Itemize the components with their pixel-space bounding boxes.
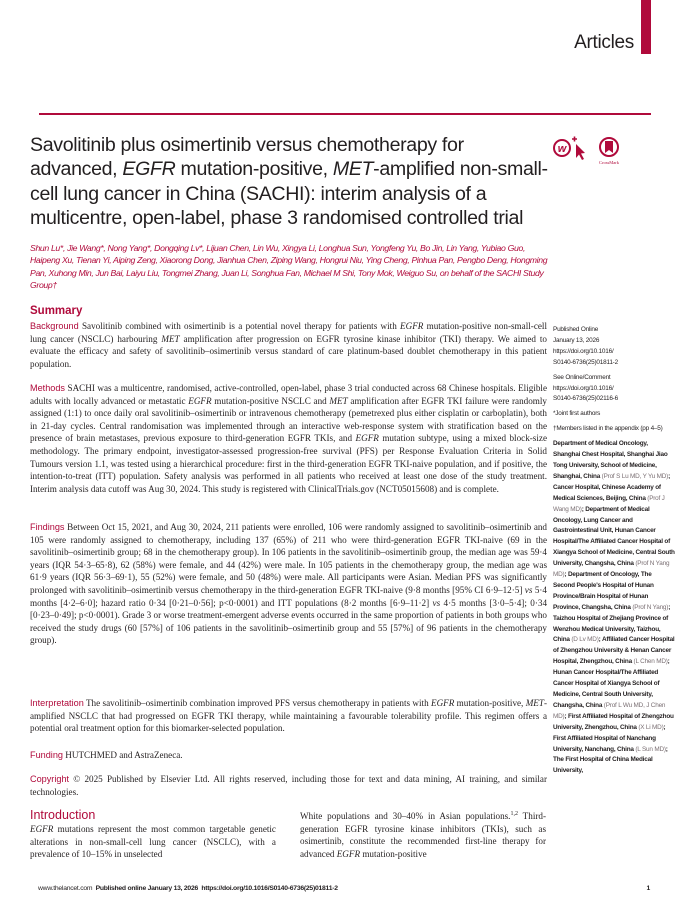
introduction-right-column	[300, 810, 546, 860]
see-comment-label: See Online/Comment	[553, 373, 611, 381]
see-comment-block	[553, 373, 675, 406]
gene-egfr: EGFR	[336, 848, 361, 859]
members-note: †Members listed in the appendix (pp 4–5)	[553, 425, 663, 433]
affiliation-item: The First Hospital of China Medical University,	[553, 756, 653, 775]
footer-doi[interactable]: https://doi.org/10.1016/S0140-6736(25)01811-2	[201, 885, 338, 892]
header-rule	[39, 113, 651, 115]
methods-text: mutation subtype, using a mixed block-size methodology. The primary endpoint, investigator-assessed progression-free survival (PFS) per Response Evaluation Criteria in Solid Tumours version 1.1, was tested using a hierarchical procedure: first in the third-generation EGFR TKI-naive population, and if positive, the intention-to-treat (ITT) population. Safety analysis was performed in all patients who received at least one dose of the study treatment. Interim analysis data cutoff was Aug 30, 2024. This study is registered with ClinicalTrials.gov (NCT05015608) and is complete.	[30, 433, 547, 494]
affiliation-authors: (Prof L Wu MD, J Chen MD)	[553, 701, 666, 720]
affiliation-item: Cancer Hospital, Chinese Academy of Medical Sciences, Beijing, China	[553, 483, 661, 502]
affiliation-item: Department of Medical Oncology, Lung Cancer and Gastrointestinal Unit, Hunan Cancer Hospital/The Affiliated Cancer Hospital of Xiangya School of Medicine, Central South University, Changsha, China	[553, 505, 675, 568]
crossmark-label: CrossMark	[599, 160, 619, 165]
gene-egfr: EGFR	[355, 433, 379, 444]
joint-first-authors-note: *Joint first authors	[553, 410, 601, 418]
crossmark-icon[interactable]	[594, 136, 624, 171]
introduction-heading: Introduction	[30, 808, 96, 822]
introduction-text: Third-generation EGFR tyrosine kinase inhibitors (TKIs), such as osimertinib, constitute the recommended first-line therapy for advanced	[300, 811, 546, 859]
affiliation-authors: (Prof J Wang MD)	[553, 494, 665, 513]
introduction-text: White populations and 30–40% in Asian populations.	[300, 811, 511, 821]
page-footer	[38, 885, 650, 892]
affiliation-authors: (X Li MD)	[636, 723, 664, 731]
doi-link[interactable]: https://doi.org/10.1016/	[553, 347, 614, 355]
comment-doi-link[interactable]: https://doi.org/10.1016/	[553, 384, 614, 392]
gene-egfr: EGFR	[431, 698, 455, 708]
journal-section-tab	[641, 0, 651, 54]
gene-egfr: EGFR	[188, 395, 212, 406]
gene-egfr: EGFR	[30, 824, 54, 834]
citation-ref[interactable]: 1,2	[510, 810, 518, 817]
doi-link[interactable]: S0140-6736(25)01811-2	[553, 358, 618, 366]
methods-text: amplification after EGFR TKI failure were randomly assigned (1:1) to once daily oral savolitinib–osimertinib or intravenous chemotherapy (pemetrexed plus either cisplatin or carboplatin), both in 21-day cycles. Central randomisation was implemented through an interactive web-response system with stratification based on the presence of brain metastases, previous exposure to third-generation EGFR TKIs, and	[30, 395, 547, 444]
introduction-text: mutations represent the most common targetable genetic alterations in non-small-cell lung cancer (NSCLC), with a prevalence of 10–15% in unselected	[30, 824, 276, 860]
findings-label: Findings	[30, 522, 65, 532]
affiliation-item: Department of Oncology, The Second People's Hospital of Hunan Province/Brain Hospital of Hunan Province, Changsha, China	[553, 571, 654, 611]
copyright-label: Copyright	[30, 774, 70, 784]
affiliation-item: First Affiliated Hospital of Zhengzhou University, Zhengzhou, China	[553, 712, 674, 731]
margin-notes	[553, 325, 675, 777]
findings-text: Between Oct 15, 2021, and Aug 30, 2024, 211 patients were enrolled, 106 were randomly assigned to savolitinib–osimertinib and 105 were randomly assigned to chemotherapy, including 137 (65%) of 211 who were third-generation EGFR TKI-naive (69 in the savolitinib–osimertinib group; 68 in the chemotherapy group). In 106 patients in the savolitinib–osimertinib group, the median age was 59·4 years (IQR 54·3–65·8), 62 (58%) were female, and 44 (42%) were male. In 105 patients in the chemotherapy group, the median age was 61·9 years (IQR 56·3–69·1), 55 (52%) were female, and 50 (48%) were male. All participants were Asian. Median PFS was significantly prolonged with savolitinib–osimertinib versus chemotherapy in the third-generation EGFR TKI-naive (9·8 months [95% CI 6·9–12·5]	[30, 522, 547, 595]
background-label: Background	[30, 321, 79, 331]
affiliation-item: Hunan Cancer Hospital/The Affiliated Cancer Hospital of Xiangya School of Medicine, Central South University, Changsha, China	[553, 669, 660, 709]
funding-label: Funding	[30, 750, 63, 760]
affiliation-authors: (L Chen MD)	[631, 658, 668, 666]
interpretation-text: -amplified NSCLC that had progressed on EGFR TKI therapy, while maintaining a favourable tolerability profile. This regimen offers a potential oral treatment option for this biomarker-selected population.	[30, 698, 547, 734]
altmetric-web-plus-icon[interactable]	[552, 136, 590, 167]
abstract-interpretation	[30, 697, 547, 735]
affiliation-authors: (Prof N Yang)	[630, 603, 669, 611]
title-text: -amplified non-small-cell lung cancer in China (SACHI): interim analysis of a multicentre, open-label, phase 3 randomised controlled trial	[30, 158, 548, 229]
abstract-copyright	[30, 773, 547, 798]
background-text: mutation-positive non-small-cell lung cancer (NSCLC) harbouring	[30, 321, 547, 344]
gene-egfr: EGFR	[400, 321, 424, 331]
findings-text: 5·4 months [4·2–6·0]; hazard ratio 0·34 [0·21–0·56]; p<0·0001) and ITT populations (8·2 months [6·9–11·2]	[30, 584, 547, 608]
article-title	[30, 133, 550, 230]
title-gene-met: MET	[332, 158, 374, 181]
footer-site[interactable]: www.thelancet.com	[38, 885, 93, 892]
methods-text: SACHI was a multicentre, randomised, active-controlled, open-label, phase 3 trial conducted across 68 Chinese hospitals. Eligible adults with locally advanced or metastatic	[30, 383, 547, 406]
background-text: amplification after progression on EGFR tyrosine kinase inhibitor (TKI) therapy. We aimed to evaluate the efficacy and safety of savolitinib–osimertinib versus standard of care platinum-based doublet chemotherapy in this patient population.	[30, 333, 547, 369]
funding-text: HUTCHMED and AstraZeneca.	[62, 750, 183, 760]
author-list: Shun Lu*, Jie Wang*, Nong Yang*, Dongqing Lv*, Lijuan Chen, Lin Wu, Xingya Li, Longhua Sun, Yongfeng Yu, Bo Jin, Lin Yang, Yubiao Guo, Haipeng Xu, Tienan Yi, Aiping Zeng, Xiaorong Dong, Jianhua Chen, Ziping Wang, Hongrui Niu, Ying Cheng, Pinhua Pan, Pengbo Deng, Hongming Pan, Xuhong Min, Jun Bai, Laiyu Liu, Tongmei Zhang, Juan Li, Songhua Fan, Michael M Shi, Tony Mok, Weiguo Su, on behalf of the SACHI Study Group†	[30, 243, 548, 290]
interpretation-text: The savolitinib–osimertinib combination improved PFS versus chemotherapy in patients with	[83, 698, 431, 708]
affiliations: Department of Medical Oncology, Shanghai Chest Hospital, Shanghai Jiao Tong University, School of Medicine, Shanghai, China (Prof S Lu MD, Y Yu MD); Cancer Hospital, Chinese Academy of Medical Sciences, Beijing, China (Prof J Wang MD); Department of Medical Oncology, Lung Cancer and Gastrointestinal Unit, Hunan Cancer Hospital/The Affiliated Cancer Hospital of Xiangya School of Medicine, Central South University, Changsha, China (Prof N Yang MD); Department of Oncology, The Second People's Hospital of Hunan Province/Brain Hospital of Hunan Province, Changsha, China (Prof N Yang); Taizhou Hospital of Zhejiang Province of Wenzhou Medical University, Taizhou, China (D Lv MD); Affiliated Cancer Hospital of Zhengzhou University & Henan Cancer Hospital, Zhengzhou, China (L Chen MD); Hunan Cancer Hospital/The Affiliated Cancer Hospital of Xiangya School of Medicine, Central South University, Changsha, China (Prof L Wu MD, J Chen MD); First Affiliated Hospital of Zhengzhou University, Zhengzhou, China (X Li MD); First Affiliated Hospital of Nanchang University, Nanchang, China (L Sun MD); The First Hospital of China Medical University,	[553, 440, 675, 775]
versus-italic: vs	[524, 584, 533, 595]
gene-met: MET	[161, 333, 180, 344]
affiliation-item: First Affiliated Hospital of Nanchang University, Nanchang, China	[553, 734, 656, 753]
published-date: January 13, 2026	[553, 336, 600, 344]
methods-text: mutation-positive NSCLC and	[211, 395, 330, 406]
abstract-funding	[30, 749, 547, 762]
introduction-text: mutation-positive	[360, 848, 427, 859]
published-online-label: Published Online	[553, 326, 599, 333]
title-text: Savolitinib plus osimertinib versus chemotherapy for advanced,	[30, 134, 464, 181]
affiliation-item: Department of Medical Oncology, Shanghai Chest Hospital, Shanghai Jiao Tong University, School of Medicine, Shanghai, China	[553, 440, 668, 480]
background-text: Savolitinib combined with osimertinib is a potential novel therapy for patients with	[78, 321, 401, 331]
comment-doi-link[interactable]: S0140-6736(25)02116-6	[553, 395, 618, 403]
title-text: mutation-positive,	[175, 158, 333, 181]
affiliation-authors: (L Sun MD)	[633, 745, 666, 753]
affiliation-authors: (D Lv MD)	[569, 636, 599, 644]
gene-met: MET	[525, 698, 544, 708]
affiliation-authors: (Prof S Lu MD, Y Yu MD)	[600, 472, 669, 480]
summary-heading: Summary	[30, 305, 83, 317]
gene-met: MET	[329, 395, 348, 406]
footer-published: Published online January 13, 2026	[95, 885, 199, 892]
abstract-background	[30, 320, 547, 370]
affiliation-item: Affiliated Cancer Hospital of Zhengzhou University & Henan Cancer Hospital, Zhengzhou, China	[553, 636, 675, 666]
methods-label: Methods	[30, 383, 65, 393]
abstract-methods	[30, 382, 547, 495]
versus-italic: vs	[432, 597, 441, 608]
page-number: 1	[646, 885, 650, 892]
published-online-block	[553, 325, 675, 369]
findings-text: 4·5 months [3·0–5·4]; 0·34 [0·23–0·49]; p<0·0001). Grade 3 or worse treatment-emergent adverse events occurred in the same proportion of patients in both groups who received the study drugs (60 [57%] of 106 patients in the savolitinib–osimertinib group and 55 [57%] of 96 patients in the chemotherapy group).	[30, 597, 548, 646]
affiliation-item: Taizhou Hospital of Zhejiang Province of Wenzhou Medical University, Taizhou, China	[553, 614, 669, 644]
svg-text:w: w	[557, 143, 567, 155]
copyright-text: © 2025 Published by Elsevier Ltd. All rights reserved, including those for text and data mining, AI training, and similar technologies.	[30, 774, 547, 797]
section-label: Articles	[574, 32, 634, 53]
interpretation-label: Interpretation	[30, 698, 84, 708]
interpretation-text: mutation-positive,	[454, 698, 526, 708]
title-gene-egfr: EGFR	[122, 158, 176, 181]
introduction-left-column	[30, 823, 276, 861]
affiliation-authors: (Prof N Yang MD)	[553, 560, 670, 579]
abstract-findings	[30, 521, 547, 647]
article-badges	[552, 136, 624, 171]
